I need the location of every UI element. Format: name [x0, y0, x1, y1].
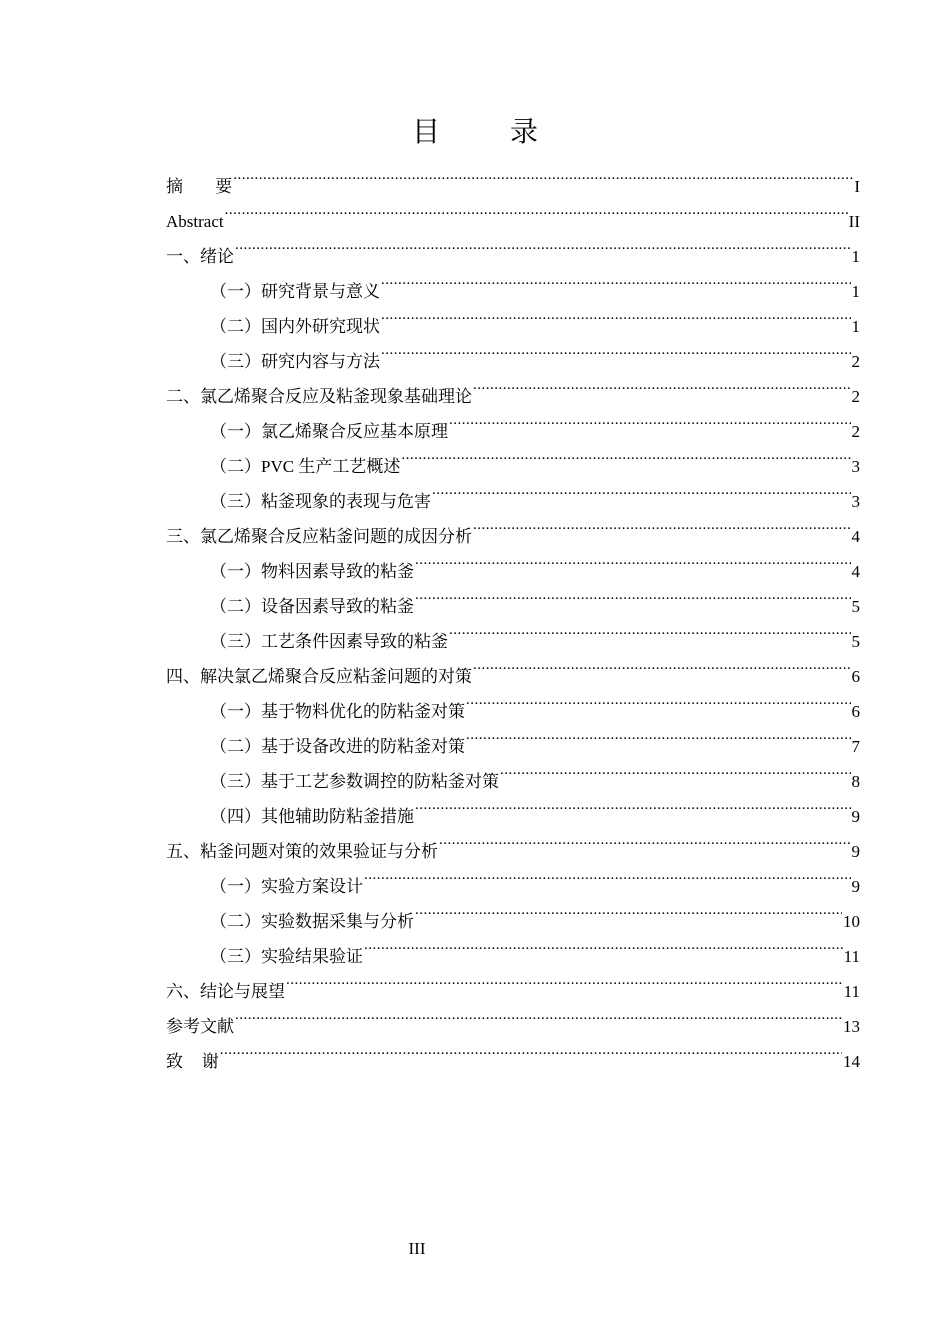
toc-entry-text: 摘 要	[166, 177, 233, 196]
toc-leader-dots	[466, 682, 851, 717]
toc-leader-dots	[286, 962, 843, 997]
toc-entry-page: 6	[851, 702, 860, 721]
toc-entry-page: 5	[851, 597, 860, 616]
toc-entry-text: （一）氯乙烯聚合反应基本原理	[210, 422, 448, 441]
toc-leader-dots	[449, 402, 851, 437]
page-title	[0, 112, 950, 152]
toc-entry-acknowledgements[interactable]	[166, 1032, 860, 1071]
toc-leader-dots	[439, 822, 851, 857]
toc-entry-text: Abstract	[166, 212, 224, 231]
page-title-char-2: 录	[510, 115, 539, 148]
toc-entry-text: 四、解决氯乙烯聚合反应粘釜问题的对策	[166, 667, 472, 686]
toc-leader-dots	[364, 857, 851, 892]
toc-leader-dots	[415, 892, 842, 927]
toc-leader-dots	[415, 577, 851, 612]
toc-entry-page: 2	[851, 352, 860, 371]
toc-entry-page: 9	[851, 877, 860, 896]
toc-leader-dots	[220, 1032, 842, 1067]
toc-entry-page: 2	[851, 422, 860, 441]
toc-entry-text: （二）设备因素导致的粘釜	[210, 597, 414, 616]
toc-leader-dots	[401, 437, 850, 472]
toc-leader-dots	[432, 472, 851, 507]
toc-entry-text: （一）物料因素导致的粘釜	[210, 562, 414, 581]
table-of-contents	[166, 157, 860, 1071]
toc-entry-text: 致 谢	[166, 1052, 219, 1071]
toc-entry-text: 二、氯乙烯聚合反应及粘釜现象基础理论	[166, 387, 472, 406]
toc-entry-page: I	[854, 177, 860, 196]
toc-entry-page: II	[848, 212, 860, 231]
toc-entry-text: （二）基于设备改进的防粘釜对策	[210, 737, 465, 756]
toc-entry-text: （三）研究内容与方法	[210, 352, 380, 371]
toc-entry-text: 参考文献	[166, 1017, 234, 1036]
toc-entry-page: 1	[851, 247, 860, 266]
toc-entry-text: （二）实验数据采集与分析	[210, 912, 414, 931]
toc-entry-page: 9	[851, 842, 860, 861]
toc-entry-chapter-1[interactable]	[166, 227, 860, 266]
toc-entry-text: （三）工艺条件因素导致的粘釜	[210, 632, 448, 651]
toc-leader-dots	[225, 192, 848, 227]
toc-leader-dots	[381, 262, 851, 297]
toc-entry-text: 六、结论与展望	[166, 982, 285, 1001]
toc-leader-dots	[415, 542, 851, 577]
toc-entry-page: 10	[843, 912, 860, 931]
toc-entry-page: 4	[851, 562, 860, 581]
toc-entry-page: 7	[851, 737, 860, 756]
toc-entry-text: （一）实验方案设计	[210, 877, 363, 896]
toc-entry-page: 9	[851, 807, 860, 826]
toc-entry-page: 11	[843, 947, 860, 966]
toc-entry-page: 3	[851, 492, 860, 511]
toc-entry-page: 14	[843, 1052, 860, 1071]
toc-leader-dots	[473, 507, 851, 542]
toc-entry-text: （三）实验结果验证	[210, 947, 363, 966]
toc-leader-dots	[233, 157, 853, 192]
page-number: III	[408, 1239, 426, 1258]
toc-entry-section-1-1[interactable]	[166, 262, 860, 301]
toc-entry-text: （三）基于工艺参数调控的防粘釜对策	[210, 772, 499, 791]
toc-leader-dots	[473, 367, 851, 402]
toc-entry-text: （一）基于物料优化的防粘釜对策	[210, 702, 465, 721]
toc-leader-dots	[415, 787, 851, 822]
toc-leader-dots	[235, 227, 851, 262]
toc-entry-text: （三）粘釜现象的表现与危害	[210, 492, 431, 511]
toc-leader-dots	[381, 297, 851, 332]
toc-entry-page: 3	[851, 457, 860, 476]
toc-entry-text: （四）其他辅助防粘釜措施	[210, 807, 414, 826]
toc-entry-text: （二）PVC 生产工艺概述	[210, 457, 401, 476]
toc-entry-text: （一）研究背景与意义	[210, 282, 380, 301]
toc-entry-text: 三、氯乙烯聚合反应粘釜问题的成因分析	[166, 527, 472, 546]
toc-entry-references[interactable]	[166, 997, 860, 1036]
toc-leader-dots	[235, 997, 842, 1032]
toc-entry-text: （二）国内外研究现状	[210, 317, 380, 336]
toc-entry-page: 6	[851, 667, 860, 686]
toc-leader-dots	[466, 717, 851, 752]
toc-entry-page: 1	[851, 317, 860, 336]
toc-entry-page: 1	[851, 282, 860, 301]
toc-entry-page: 5	[851, 632, 860, 651]
toc-leader-dots	[449, 612, 851, 647]
toc-entry-page: 13	[843, 1017, 860, 1036]
toc-entry-page: 11	[843, 982, 860, 1001]
toc-leader-dots	[473, 647, 851, 682]
toc-entry-abstract-en[interactable]	[166, 192, 860, 231]
toc-entry-text: 一、绪论	[166, 247, 234, 266]
toc-entry-page: 4	[851, 527, 860, 546]
toc-leader-dots	[381, 332, 851, 367]
toc-leader-dots	[364, 927, 843, 962]
page-title-char-1: 目	[411, 115, 440, 148]
toc-entry-abstract-cn[interactable]	[166, 157, 860, 196]
toc-entry-text: 五、粘釜问题对策的效果验证与分析	[166, 842, 438, 861]
toc-entry-page: 8	[851, 772, 860, 791]
toc-leader-dots	[500, 752, 851, 787]
toc-entry-page: 2	[851, 387, 860, 406]
